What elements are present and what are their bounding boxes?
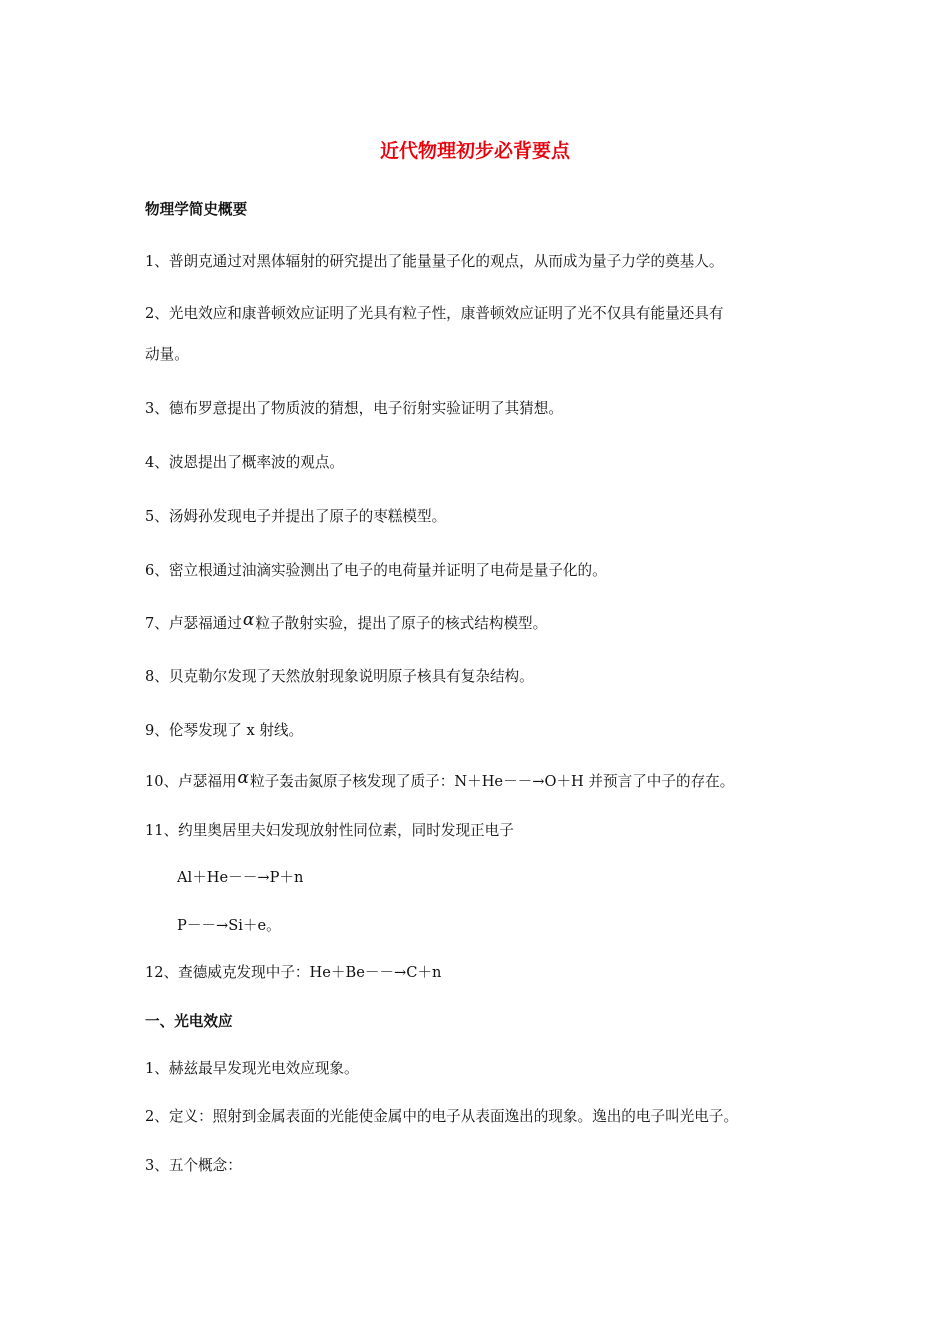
history-item-11-equation-1: Al＋He－－→P＋n bbox=[177, 869, 304, 886]
photo-item-1: 1、赫兹最早发现光电效应现象。 bbox=[145, 1060, 359, 1077]
photo-item-2: 2、定义：照射到金属表面的光能使金属中的电子从表面逸出的现象。逸出的电子叫光电子。 bbox=[145, 1108, 739, 1125]
history-item-3: 3、德布罗意提出了物质波的猜想，电子衍射实验证明了其猜想。 bbox=[145, 400, 563, 417]
history-item-7 bbox=[145, 610, 548, 634]
history-item-4: 4、波恩提出了概率波的观点。 bbox=[145, 454, 345, 471]
history-item-10 bbox=[145, 768, 735, 792]
alpha-symbol: α bbox=[237, 768, 250, 788]
history-item-8: 8、贝克勒尔发现了天然放射现象说明原子核具有复杂结构。 bbox=[145, 668, 534, 685]
history-item-5: 5、汤姆孙发现电子并提出了原子的枣糕模型。 bbox=[145, 508, 447, 525]
history-item-11-equation-2: P－－→Si＋e。 bbox=[177, 917, 281, 934]
section-heading-photoelectric: 一、光电效应 bbox=[145, 1013, 233, 1030]
history-item-1: 1、普朗克通过对黑体辐射的研究提出了能量量子化的观点，从而成为量子力学的奠基人。 bbox=[145, 253, 724, 270]
document-title: 近代物理初步必背要点 bbox=[379, 140, 570, 162]
section-heading-history: 物理学简史概要 bbox=[145, 201, 248, 218]
history-item-2: 2、光电效应和康普顿效应证明了光具有粒子性，康普顿效应证明了光不仅具有能量还具有 bbox=[145, 305, 724, 322]
alpha-symbol: α bbox=[242, 610, 255, 630]
history-item-2-continued: 动量。 bbox=[145, 346, 189, 363]
history-item-10-suffix: 粒子轰击氮原子核发现了质子：N＋He－－→O＋H 并预言了中子的存在。 bbox=[250, 773, 735, 790]
history-item-7-prefix: 7、卢瑟福通过 bbox=[145, 615, 242, 632]
photo-item-3: 3、五个概念： bbox=[145, 1157, 242, 1174]
history-item-11: 11、约里奥居里夫妇发现放射性同位素，同时发现正电子 bbox=[145, 822, 514, 839]
history-item-9: 9、伦琴发现了 x 射线。 bbox=[145, 722, 304, 739]
history-item-6: 6、密立根通过油滴实验测出了电子的电荷量并证明了电荷是量子化的。 bbox=[145, 562, 607, 579]
history-item-7-suffix: 粒子散射实验，提出了原子的核式结构模型。 bbox=[255, 615, 548, 632]
history-item-12: 12、查德威克发现中子：He＋Be－－→C＋n bbox=[145, 964, 442, 981]
history-item-10-prefix: 10、卢瑟福用 bbox=[145, 773, 237, 790]
